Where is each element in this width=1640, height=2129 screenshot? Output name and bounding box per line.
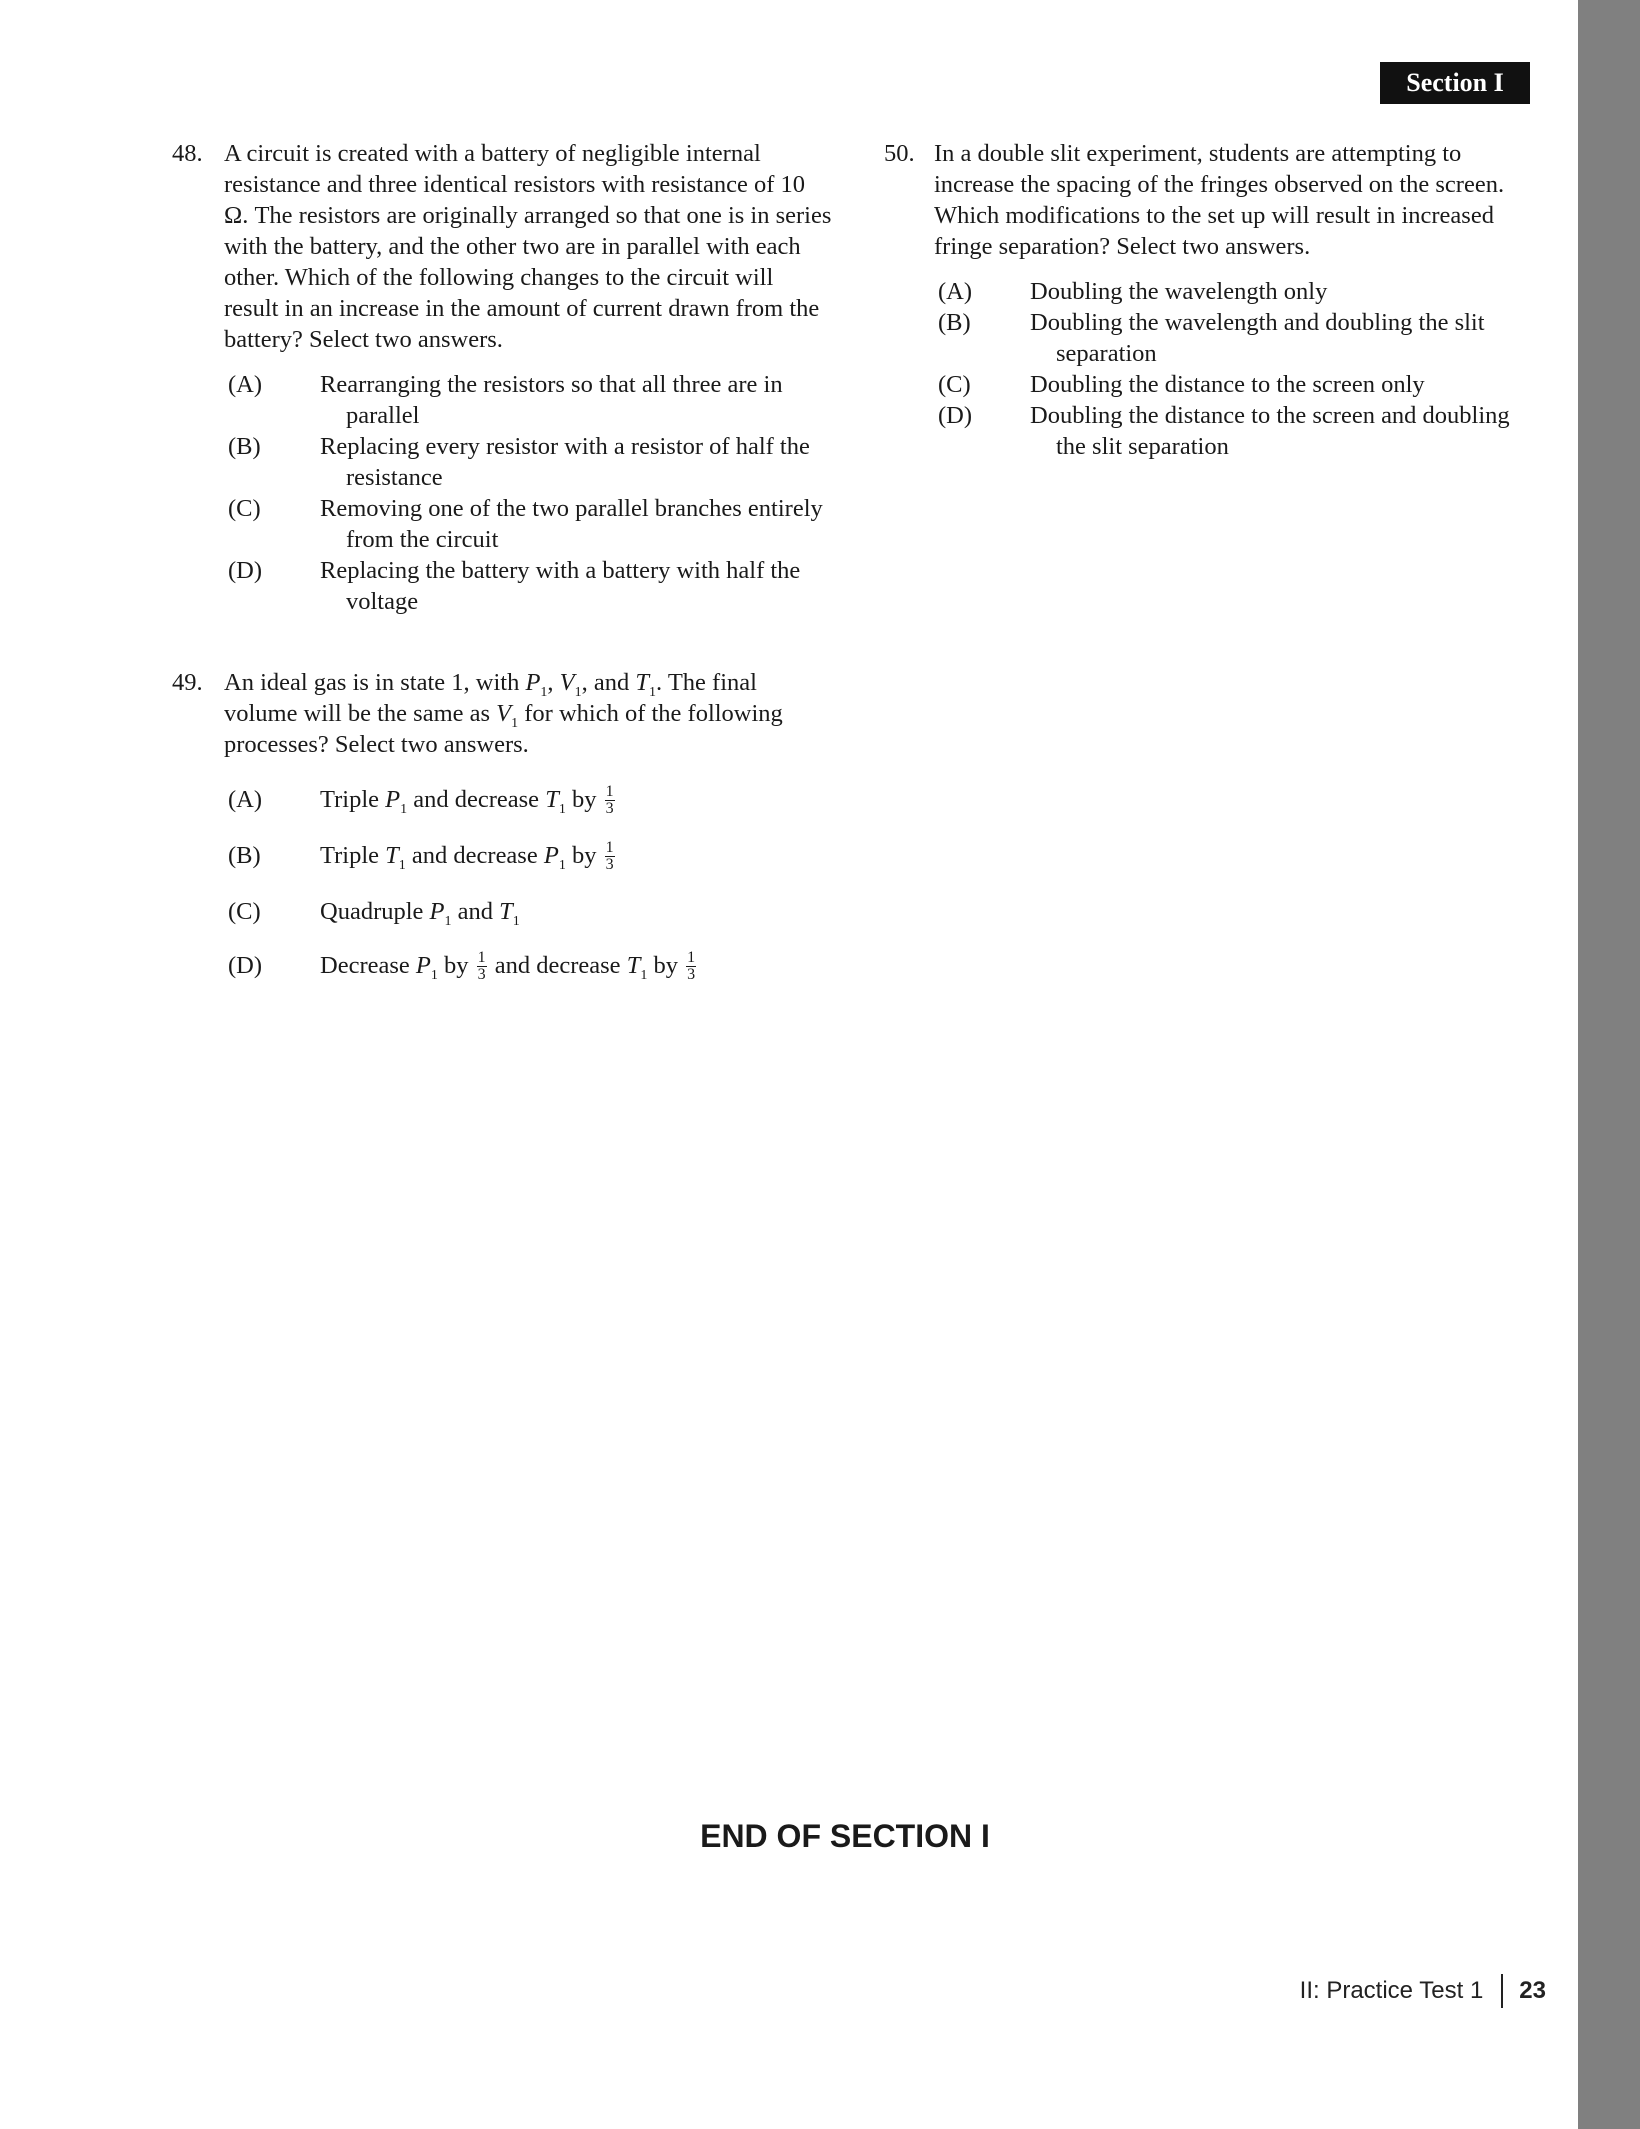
choice-a[interactable]	[218, 784, 832, 818]
question-text: In a double slit experiment, students are attempting to increase the spacing of the fringes observed on the screen. Which modifications to the set up will result in increased fringe separation? Select two answers.	[934, 140, 1505, 260]
choice-a[interactable]	[928, 276, 1524, 307]
choice-letter: (B)	[228, 841, 261, 869]
choice-text: Replacing the battery with a battery with half the	[320, 557, 801, 584]
question-48	[172, 138, 832, 617]
choice-text: Triple $T_1$ and decrease $P_1$ by $\frac{1}{3}$	[320, 838, 614, 873]
fraction-one-third: $\frac{1}{3}$	[687, 948, 696, 983]
choice-c[interactable]	[218, 493, 832, 555]
left-column	[172, 138, 832, 1006]
choice-letter: (D)	[228, 951, 263, 979]
choice-a[interactable]	[218, 369, 832, 431]
question-number: 48.	[172, 140, 203, 167]
question-number: 49.	[172, 669, 203, 696]
choice-text: Decrease $P_1$ by $\frac{1}{3}$ and decrease $T_1$ by $\frac{1}{3}$	[320, 948, 696, 983]
section-tab: Section I	[1380, 62, 1530, 104]
choice-d[interactable]	[218, 555, 832, 617]
choice-letter: (D)	[938, 402, 973, 429]
choice-b[interactable]	[928, 307, 1524, 369]
fraction-one-third: $\frac{1}{3}$	[477, 948, 486, 983]
choice-text-cont: separation	[1056, 340, 1157, 367]
choice-letter: (C)	[228, 897, 261, 925]
choice-letter: (C)	[938, 371, 971, 398]
end-of-section-heading: END OF SECTION I	[700, 1818, 990, 1854]
choice-letter: (A)	[228, 786, 263, 813]
choice-text-cont: resistance	[346, 464, 443, 491]
choice-letter: (D)	[228, 557, 263, 584]
question-number: 50.	[884, 140, 915, 167]
choice-d[interactable]	[928, 400, 1524, 462]
choice-text: Doubling the distance to the screen only	[1030, 371, 1425, 398]
choice-d[interactable]	[218, 950, 832, 984]
fraction-one-third: $\frac{1}{3}$	[605, 838, 614, 873]
choice-text: Rearranging the resistors so that all three are in	[320, 371, 783, 398]
choice-letter: (B)	[228, 433, 261, 460]
choice-text-cont: from the circuit	[346, 526, 499, 553]
choice-text: Quadruple $P_1$ and $T_1$	[320, 897, 520, 929]
right-column	[884, 138, 1524, 462]
choice-letter: (B)	[938, 309, 971, 336]
choice-text: Doubling the wavelength and doubling the slit	[1030, 309, 1485, 336]
choice-letter: (A)	[938, 278, 973, 305]
question-text: A circuit is created with a battery of negligible internal resistance and three identical resistors with resistance of 10 Ω. The resistors are originally arranged so that one is in series with the battery, and the other two are in parallel with each other. Which of the following changes to the circuit will result in an increase in the amount of current drawn from the battery? Select two answers.	[224, 140, 832, 353]
question-text: An ideal gas is in state 1, with $P_1$, $V_1$, and $T_1$. The final volume will be the same as $V_1$ for which of the following processes? Select two answers.	[224, 669, 783, 758]
choice-text-cont: voltage	[346, 588, 419, 615]
choice-text-cont: the slit separation	[1056, 433, 1229, 460]
choice-c[interactable]	[928, 369, 1524, 400]
choice-letter: (C)	[228, 495, 261, 522]
choice-text: Doubling the distance to the screen and doubling	[1030, 402, 1510, 429]
choice-c[interactable]	[218, 896, 832, 928]
question-50	[884, 138, 1524, 462]
choice-b[interactable]	[218, 431, 832, 493]
question-49	[172, 667, 832, 984]
footer-divider	[1501, 1974, 1503, 2008]
choice-text-cont: parallel	[346, 402, 420, 429]
choice-b[interactable]	[218, 840, 832, 874]
footer-label: II: Practice Test 1	[1299, 1977, 1484, 2004]
page-footer	[1300, 1974, 1546, 2008]
fraction-one-third: $\frac{1}{3}$	[605, 782, 614, 817]
choice-text: Removing one of the two parallel branches entirely	[320, 495, 823, 522]
choice-letter: (A)	[228, 371, 263, 398]
choice-text: Replacing every resistor with a resistor of half the	[320, 433, 810, 460]
choice-text: Triple $P_1$ and decrease $T_1$ by $\frac{1}{3}$	[320, 782, 614, 817]
choice-text: Doubling the wavelength only	[1030, 278, 1328, 305]
page-number: 23	[1519, 1977, 1546, 2004]
side-margin-bar	[1578, 0, 1640, 2129]
